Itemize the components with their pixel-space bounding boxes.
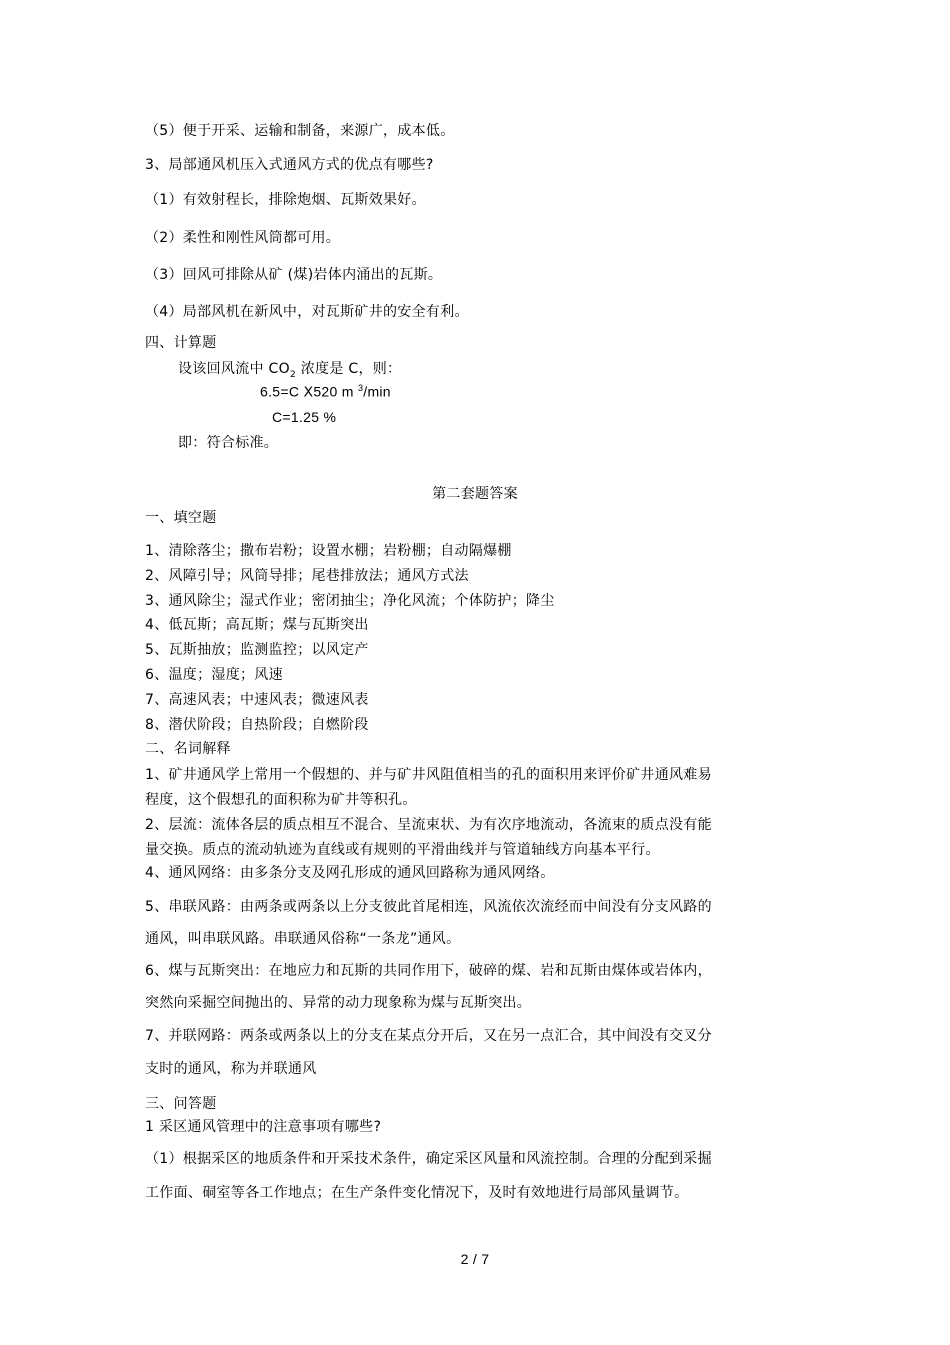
qa-answer-line-2: 工作面、硐室等各工作地点；在生产条件变化情况下，及时有效地进行局部风量调节。: [145, 1185, 689, 1201]
answer-item-5: （5）便于开采、运输和制备，来源广，成本低。: [145, 123, 455, 139]
term-line-3: 2、层流：流体各层的质点相互不混合、呈流束状、为有次序地流动，各流束的质点没有能: [145, 817, 712, 833]
term-line-9: 突然向采掘空间抛出的、异常的动力现象称为煤与瓦斯突出。: [145, 995, 532, 1011]
set-2-title: 第二套题答案: [432, 486, 518, 502]
qa-answer-line-1: （1）根据采区的地质条件和开采技术条件，确定采区风量和风流控制。合理的分配到采掘: [145, 1151, 712, 1167]
fill-item-7: 7、高速风表；中速风表；微速风表: [145, 692, 369, 708]
term-line-5: 4、通风网络：由多条分支及网孔形成的通风回路称为通风网络。: [145, 865, 555, 881]
calc-line-1-suffix: 浓度是 C，则：: [295, 361, 402, 377]
calc-result: C=1.25 %: [272, 409, 337, 425]
term-line-7: 通风，叫串联风路。串联通风俗称“一条龙”通风。: [145, 931, 461, 947]
term-line-4: 量交换。质点的流动轨迹为直线或有规则的平滑曲线并与管道轴线方向基本平行。: [145, 842, 660, 858]
term-line-10: 7、并联网路：两条或两条以上的分支在某点分开后，又在另一点汇合，其中间没有交叉分: [145, 1028, 712, 1044]
fill-item-2: 2、风障引导；风筒导排；尾巷排放法；通风方式法: [145, 568, 469, 584]
calc-superscript: 3: [357, 383, 364, 393]
term-line-11: 支时的通风，称为并联通风: [145, 1061, 317, 1077]
calc-line-1-prefix: 设该回风流中 CO: [178, 361, 290, 377]
calc-conclusion: 即：符合标准。: [178, 435, 279, 451]
section-heading-calculation: 四、计算题: [145, 335, 217, 351]
fill-item-1: 1、清除落尘；撒布岩粉；设置水棚；岩粉棚；自动隔爆棚: [145, 543, 512, 559]
fill-item-5: 5、瓦斯抽放；监测监控；以风定产: [145, 642, 369, 658]
question-3-title: 3、局部通风机压入式通风方式的优点有哪些?: [145, 157, 434, 173]
question-3-answer-4: （4）局部风机在新风中，对瓦斯矿井的安全有利。: [145, 304, 469, 320]
page-number: 2 / 7: [460, 1251, 490, 1267]
calc-subscript: 2: [289, 369, 296, 380]
term-line-2: 程度，这个假想孔的面积称为矿井等积孔。: [145, 792, 417, 808]
calc-equation-suffix: /min: [363, 383, 391, 400]
calc-equation-prefix: 6.5=C Ⅹ520 m: [260, 383, 358, 400]
term-line-8: 6、煤与瓦斯突出：在地应力和瓦斯的共同作用下，破碎的煤、岩和瓦斯由煤体或岩体内，: [145, 963, 712, 979]
calc-equation: [260, 383, 391, 401]
section-heading-fill: 一、填空题: [145, 510, 217, 526]
section-heading-terms: 二、名词解释: [145, 741, 231, 757]
fill-item-4: 4、低瓦斯；高瓦斯；煤与瓦斯突出: [145, 617, 369, 633]
question-3-answer-1: （1）有效射程长，排除炮烟、瓦斯效果好。: [145, 192, 426, 208]
section-heading-qa: 三、问答题: [145, 1096, 217, 1112]
fill-item-3: 3、通风除尘；湿式作业；密闭抽尘；净化风流；个体防护；降尘: [145, 593, 555, 609]
question-3-answer-2: （2）柔性和刚性风筒都可用。: [145, 230, 341, 246]
fill-item-6: 6、温度；湿度；风速: [145, 667, 283, 683]
qa-question-1: 1 采区通风管理中的注意事项有哪些?: [145, 1119, 382, 1135]
term-line-1: 1、矿井通风学上常用一个假想的、并与矿井风阻值相当的孔的面积用来评价矿井通风难易: [145, 767, 712, 783]
fill-item-8: 8、潜伏阶段；自热阶段；自燃阶段: [145, 717, 369, 733]
calc-line-1: [178, 358, 401, 380]
question-3-answer-3: （3）回风可排除从矿 (煤)岩体内涌出的瓦斯。: [145, 267, 443, 283]
term-line-6: 5、串联风路：由两条或两条以上分支彼此首尾相连，风流依次流经而中间没有分支风路的: [145, 899, 712, 915]
